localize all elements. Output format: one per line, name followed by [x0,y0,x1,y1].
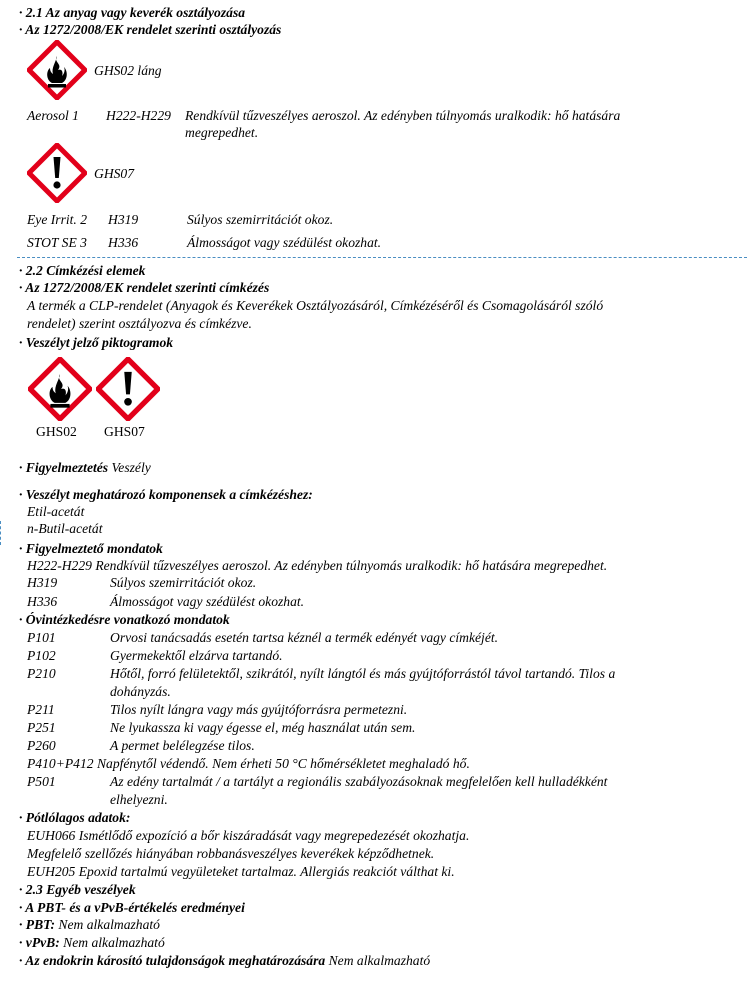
h319-code: H319 [108,212,139,227]
p102-code: P102 [27,648,56,663]
p101-code: P101 [27,630,56,645]
p501-text-cont: elhelyezni. [110,792,168,807]
component-butyl-acetate: n-Butil-acetát [27,521,103,536]
p501-code: P501 [27,774,56,789]
signal-word-value: Veszély [111,460,151,475]
vpvb-label: · vPvB: [19,935,60,950]
p211-text: Tilos nyílt lángra vagy más gyújtóforrásra permetezni. [110,702,408,717]
precautionary-heading: · Óvintézkedésre vonatkozó mondatok [19,612,230,627]
margin-marker [0,521,1,545]
endocrine-row [19,953,430,969]
p260-text: A permet belélegzése tilos. [110,738,255,753]
additional-info-heading: · Pótlólagos adatok: [19,810,131,825]
signal-word-label: · Figyelmeztetés [19,460,109,475]
aerosol-text: Rendkívül tűzveszélyes aeroszol. Az edényben túlnyomás uralkodik: hő hatására [185,108,621,123]
h336-text: Álmosságot vagy szédülést okozhat. [187,235,382,250]
p410-p412-statement: P410+P412 Napfénytől védendő. Nem érheti 50 °C hőmérsékletet meghaladó hő. [27,756,470,771]
vpvb-value: Nem alkalmazható [63,935,165,950]
p211-code: P211 [27,702,55,717]
section-2-1-heading: · 2.1 Az anyag vagy keverék osztályozása [19,5,246,20]
p210-text: Hőtől, forró felületektől, szikrától, nyílt lángtól és más gyújtóforrástól távol tartandó. Tilos a [110,666,616,681]
endocrine-value: Nem alkalmazható [328,953,431,968]
h319-code-label: H319 [27,575,58,590]
hazard-statements-heading: · Figyelmeztető mondatok [19,541,163,556]
p251-text: Ne lyukassza ki vagy égesse el, még használat után sem. [110,720,416,735]
h336-code: H336 [108,235,139,250]
euh066-statement: EUH066 Ismétlődő expozíció a bőr kiszáradását vagy megrepedezését okozhatja. [27,828,470,843]
ventilation-statement: Megfelelő szellőzés hiányában robbanásveszélyes keverékek képződhetnek. [27,846,435,861]
vpvb-row [19,935,165,951]
classification-regulation-heading: · Az 1272/2008/EK rendelet szerinti osztályozás [19,22,282,37]
euh205-statement: EUH205 Epoxid tartalmú vegyületeket tartalmaz. Allergiás reakciót válthat ki. [27,864,455,879]
p501-text: Az edény tartalmát / a tartályt a regionális szabályozásoknak megfelelően kell hulladékként [110,774,608,789]
h222-h229-statement: H222-H229 Rendkívül tűzveszélyes aeroszol. Az edényben túlnyomás uralkodik: hő hatására megrepedhet. [27,558,608,573]
p102-text: Gyermekektől elzárva tartandó. [110,648,283,663]
ghs02-label: GHS02 láng [94,63,162,78]
aerosol-class: Aerosol 1 [27,108,79,123]
p210-code: P210 [27,666,56,681]
p260-code: P260 [27,738,56,753]
section-separator [17,257,747,258]
pictogram-ghs07-exclamation-icon [96,357,160,421]
section-2-3-heading: · 2.3 Egyéb veszélyek [19,882,136,897]
p210-text-cont: dohányzás. [110,684,171,699]
pictogram-ghs02-label: GHS02 [36,424,77,439]
p251-code: P251 [27,720,56,735]
signal-word-row [19,460,151,476]
stot-class: STOT SE 3 [27,235,87,250]
pbt-label: · PBT: [19,917,55,932]
pbt-row [19,917,160,933]
section-2-2-heading: · 2.2 Címkézési elemek [19,263,146,278]
clp-text-cont: rendelet) szerint osztályozva és címkézve. [27,316,252,331]
h336-code-label: H336 [27,594,58,609]
component-ethyl-acetate: Etil-acetát [27,504,85,519]
clp-text: A termék a CLP-rendelet (Anyagok és Keverékek Osztályozásáról, Címkézéséről és Csomagolásáról szóló [27,298,604,313]
pbt-value: Nem alkalmazható [58,917,160,932]
pictogram-ghs07-label: GHS07 [104,424,145,439]
aerosol-text-cont: megrepedhet. [185,125,259,140]
pictogram-ghs02-flame-icon [28,357,92,421]
pbt-vpvb-heading: · A PBT- és a vPvB-értékelés eredményei [19,900,245,915]
labelling-regulation-heading: · Az 1272/2008/EK rendelet szerinti címkézés [19,280,270,295]
pictograms-heading: · Veszélyt jelző piktogramok [19,335,174,350]
ghs07-exclamation-icon [27,143,87,203]
ghs02-flame-icon [27,40,87,100]
eye-irrit-class: Eye Irrit. 2 [27,212,88,227]
endocrine-label: · Az endokrin károsító tulajdonságok meghatározására [19,953,326,968]
p101-text: Orvosi tanácsadás esetén tartsa kéznél a termék edényét vagy címkéjét. [110,630,499,645]
aerosol-code: H222-H229 [106,108,171,123]
components-heading: · Veszélyt meghatározó komponensek a címkézéshez: [19,487,313,502]
h336-statement: Álmosságot vagy szédülést okozhat. [110,594,305,609]
ghs07-label: GHS07 [94,166,135,181]
h319-statement: Súlyos szemirritációt okoz. [110,575,257,590]
h319-text: Súlyos szemirritációt okoz. [187,212,334,227]
